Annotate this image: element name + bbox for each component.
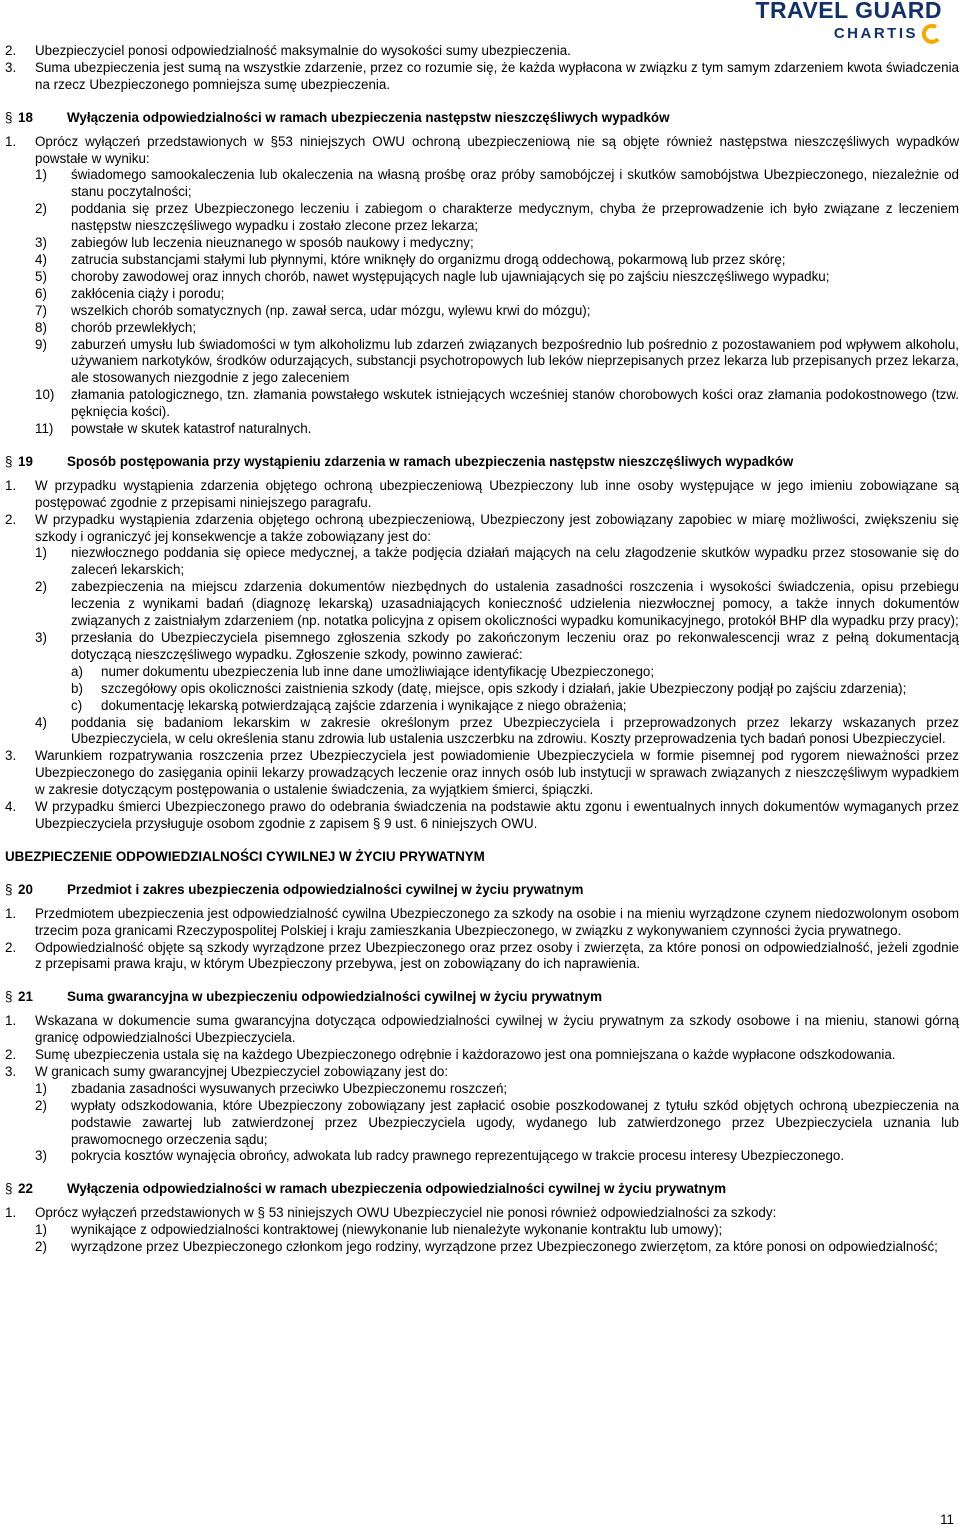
s20-paragraph-1: 1. Przedmiotem ubezpieczenia jest odpowiedzialność cywilna Ubezpieczonego za szkody na osobie i na mieniu wyrządzone czynem niedozwolonym osobom trzecim poza granicami Rzeczypospolitej Polskiej i kraju zamieszkania Ubezpieczonego, w związku z wykonywaniem czynności życia prywatnego.	[5, 905, 959, 938]
list-item: 3) pokrycia kosztów wynajęcia obrońcy, adwokata lub radcy prawnego reprezentującego w trakcie procesu interesy Ubezpieczonego.	[35, 1148, 845, 1164]
list-subitem: c) dokumentację lekarską potwierdzającą zajście zdarzenia i wynikające z niego obrażenia;	[71, 697, 627, 713]
s19-paragraph-1: 1. W przypadku wystąpienia zdarzenia objętego ochroną ubezpieczeniową Ubezpieczony lub inne osoby występujące w jego imieniu zobowiązane są postępować zgodnie z przepisami niniejszego paragrafu.	[5, 477, 959, 510]
s20-paragraph-2: 2. Odpowiedzialność objęte są szkody wyrządzone przez Ubezpieczonego oraz przez osoby i zwierzęta, za które ponosi on odpowiedzialność, jeżeli zgodnie z przepisami prawa kraju, w którym Ubezpieczony przebywa, jest on zobowiązany do ich naprawienia.	[5, 939, 959, 972]
chartis-swoosh-icon	[920, 24, 942, 44]
list-subitem: b) szczegółowy opis okoliczności zaistnienia szkody (datę, miejsce, opis szkody i działań, jakie Ubezpieczony podjął po zajściu zdarzenia);	[71, 680, 907, 696]
list-item: 1) zbadania zasadności wysuwanych przeciwko Ubezpieczonemu roszczeń;	[35, 1080, 508, 1096]
list-item: 8) chorób przewlekłych;	[35, 319, 197, 335]
travel-guard-logo	[727, 0, 942, 46]
list-item: 4) poddania się badaniom lekarskim w zakresie określonym przez Ubezpieczyciela i przeprowadzonych przez lekarzy wskazanych przez Ubezpieczyciela, w celu określenia stanu zdrowia lub ustalenia uszczerbku na zdrowiu. Koszty przeprowadzenia tych badań ponosi Ubezpieczyciel.	[35, 714, 959, 747]
page-number: 11	[940, 1512, 954, 1527]
paragraph-3: 3. Suma ubezpieczenia jest sumą na wszystkie zdarzenie, przez co rozumie się, że każda wypłacona w związku z tym samym zdarzeniem kwota świadczenia na rzecz Ubezpieczonego pomniejsza sumę ubezpieczenia.	[5, 59, 959, 92]
list-item: 5) choroby zawodowej oraz innych chorób, nawet występujących nagle lub ujawniających się po zajściu nieszczęśliwego wypadku;	[35, 268, 830, 284]
section-22-heading: § 22 Wyłączenia odpowiedzialności w ramach ubezpieczenia odpowiedzialności cywilnej w życiu prywatnym	[5, 1181, 727, 1197]
list-item: 1) wynikające z odpowiedzialności kontraktowej (niewykonanie lub nienależyte wykonanie kontraktu lub umowy);	[35, 1222, 723, 1238]
section-20-heading: § 20 Przedmiot i zakres ubezpieczenia odpowiedzialności cywilnej w życiu prywatnym	[5, 881, 584, 897]
list-item: 7) wszelkich chorób somatycznych (np. zawał serca, udar mózgu, wylewu krwi do mózgu);	[35, 302, 591, 318]
list-item: 2) wypłaty odszkodowania, które Ubezpieczony zobowiązany jest zapłacić osobie poszkodowanej z tytułu szkód objętych ochroną ubezpieczenia na podstawie zawartej lub zatwierdzonej przez Ubezpieczyciela ugody, wydanego lub zatwierdzonego przez Ubezpieczyciela uznania lub prawomocnego orzeczenia sądu;	[35, 1097, 959, 1147]
section-18-heading: § 18 Wyłączenia odpowiedzialności w ramach ubezpieczenia następstw nieszczęśliwych wypadków	[5, 109, 670, 125]
s19-paragraph-3: 3. Warunkiem rozpatrywania roszczenia przez Ubezpieczyciela jest powiadomienie Ubezpieczyciela w formie pisemnej pod rygorem nieważności przez Ubezpieczonego do zasięgania opinii lekarzy prowadzących leczenie oraz innych osób lub instytucji w sprawach związanych z nieszczęśliwym wypadkiem w zakresie dotyczącym postępowania o ustalenie świadczenia, za wyjątkiem śmierci, śpiączki.	[5, 748, 959, 798]
list-item: 6) zakłócenia ciąży i porodu;	[35, 285, 225, 301]
list-item: 11) powstałe w skutek katastrof naturalnych.	[35, 421, 312, 437]
s22-paragraph-1: 1. Oprócz wyłączeń przedstawionych w § 53 niniejszych OWU Ubezpieczyciel nie ponosi również odpowiedzialności za szkody:	[5, 1205, 777, 1221]
list-item: 2) poddania się przez Ubezpieczonego leczeniu i zabiegom o charakterze medycznym, chyba że przeprowadzenie ich było związane z leczeniem następstw nieszczęśliwego wypadku i zostało zlecone przez lekarza;	[35, 201, 959, 234]
logo-line2: CHARTIS	[833, 25, 918, 42]
s18-paragraph-1: 1. Oprócz wyłączeń przedstawionych w §53 niniejszych OWU ochroną ubezpieczeniową nie są objęte również następstwa nieszczęśliwych wypadków powstałe w wyniku:	[5, 133, 959, 166]
paragraph-2: 2. Ubezpieczyciel ponosi odpowiedzialność maksymalnie do wysokości sumy ubezpieczenia.	[5, 43, 571, 58]
list-subitem: a) numer dokumentu ubezpieczenia lub inne dane umożliwiające identyfikację Ubezpieczonego;	[71, 663, 655, 679]
section-19-heading: § 19 Sposób postępowania przy wystąpieniu zdarzenia w ramach ubezpieczenia następstw nieszczęśliwych wypadków	[5, 453, 794, 469]
s21-paragraph-1: 1. Wskazana w dokumencie suma gwarancyjna dotycząca odpowiedzialności cywilnej w życiu prywatnym za szkody osobowe i na mieniu, stanowi górną granicę odpowiedzialności Ubezpieczyciela.	[5, 1013, 959, 1046]
logo-line1: TRAVEL GUARD	[755, 0, 942, 23]
list-item: 2) wyrządzone przez Ubezpieczonego członkom jego rodziny, wyrządzone przez Ubezpieczonego zwierzętom, za które ponosi on odpowiedzialność;	[35, 1239, 938, 1255]
s19-paragraph-4: 4. W przypadku śmierci Ubezpieczonego prawo do odebrania świadczenia na podstawie aktu zgonu i ewentualnych innych dokumentów wymaganych przez Ubezpieczyciela przysługuje osobom zgodnie z zapisem § 9 ust. 6 niniejszych OWU.	[5, 799, 959, 831]
s19-paragraph-2: 2. W przypadku wystąpienia zdarzenia objętego ochroną ubezpieczeniową, Ubezpieczony jest zobowiązany zapobiec w miarę możliwości, zwiększeniu się szkody i ograniczyć jej konsekwencje a także zobowiązany jest do:	[5, 511, 959, 544]
list-item: 4) zatrucia substancjami stałymi lub płynnymi, które wniknęły do organizmu drogą oddechową, pokarmową lub przez skórę;	[35, 251, 786, 267]
s21-paragraph-3: 3. W granicach sumy gwarancyjnej Ubezpieczyciel zobowiązany jest do:	[5, 1063, 449, 1079]
major-heading: UBEZPIECZENIE ODPOWIEDZIALNOŚCI CYWILNEJ W ŻYCIU PRYWATNYM	[5, 848, 485, 864]
list-item: 10) złamania patologicznego, tzn. złamania powstałego wskutek istniejących wcześniej stanów chorobowych kości oraz złamania podokostnowego (tzw. pęknięcia kości).	[35, 387, 959, 420]
list-item: 9) zaburzeń umysłu lub świadomości w tym alkoholizmu lub zdarzeń związanych bezpośrednio lub pośrednio z pozostawaniem pod wpływem alkoholu, używaniem narkotyków, środków odurzających, substancji psychotropowych lub leków nieprzepisanych przez lekarza lub przepisanych przez lekarza, ale stosowanych niezgodnie z jego zaleceniem	[35, 336, 959, 386]
list-item: 2) zabezpieczenia na miejscu zdarzenia dokumentów niezbędnych do ustalenia zasadności roszczenia i wysokości świadczenia, opisu przebiegu leczenia z wynikami badań (diagnozę lekarską) uzasadniających konieczność udzielenia niezwłocznej pomocy, a także innych dokumentów związanych z zaistniałym zdarzeniem (np. notatka policyjna z opisem okoliczności wypadku komunikacyjnego, protokół BHP dla wypadku przy pracy);	[35, 579, 959, 629]
list-item: 3) zabiegów lub leczenia nieuznanego w sposób naukowy i medyczny;	[35, 235, 474, 251]
list-item: 1) świadomego samookaleczenia lub okaleczenia na własną prośbę oraz próby samobójczej i skutków samobójstwa Ubezpieczonego, niezależnie od stanu poczytalności;	[35, 167, 959, 200]
list-item: 1) niezwłocznego poddania się opiece medycznej, a także podjęcia działań mających na celu złagodzenie skutków wypadku przez stosowanie się do zaleceń lekarskich;	[35, 545, 959, 578]
s21-paragraph-2: 2. Sumę ubezpieczenia ustala się na każdego Ubezpieczonego odrębnie i każdorazowo jest ona pomniejszana o każde wypłacone odszkodowania.	[5, 1047, 896, 1063]
section-21-heading: § 21 Suma gwarancyjna w ubezpieczeniu odpowiedzialności cywilnej w życiu prywatnym	[5, 989, 603, 1005]
document-page	[5, 43, 959, 1256]
list-item: 3) przesłania do Ubezpieczyciela pisemnego zgłoszenia szkody po zakończonym leczeniu oraz po rekonwalescencji wraz z pełną dokumentacją dotyczącą nieszczęśliwego wypadku. Zgłoszenie szkody, powinno zawierać:	[35, 630, 959, 662]
